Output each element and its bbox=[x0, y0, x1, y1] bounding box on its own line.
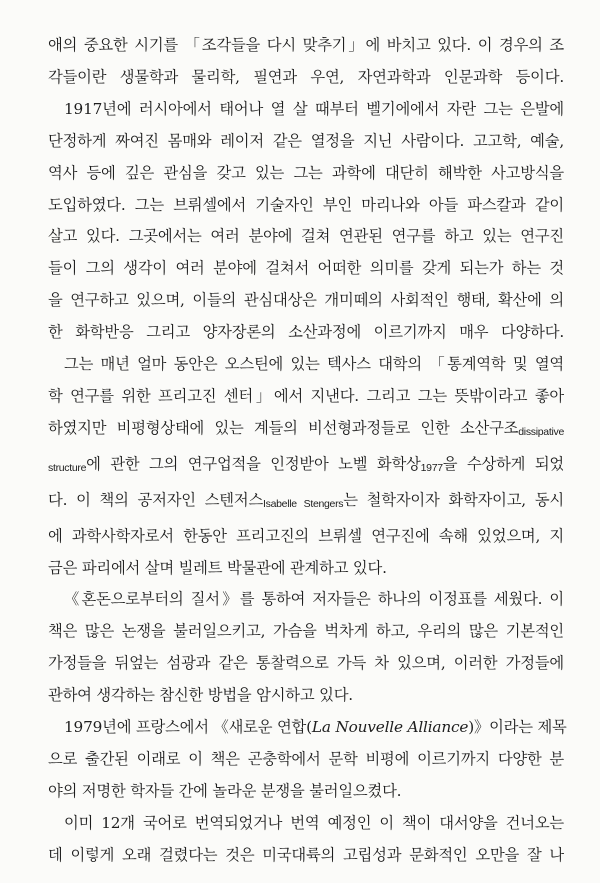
text-line bbox=[48, 413, 564, 449]
text-line: 을 연구하고 있으며, 이들의 관심대상은 개미떼의 사회적인 행태, 확산에 의 bbox=[48, 291, 564, 310]
text-line: 살고 있다. 그곳에서는 여러 분야에 걸쳐 연관된 연구를 하고 있는 연구진 bbox=[48, 227, 564, 246]
term-structure: structure bbox=[48, 461, 87, 474]
paragraph-2 bbox=[48, 94, 564, 349]
original-title: La Nouvelle Alliance bbox=[311, 718, 469, 737]
award-year: 1977 bbox=[420, 461, 443, 474]
text-line bbox=[48, 712, 567, 744]
paragraph-6 bbox=[48, 808, 564, 872]
term-dissipative: dissipative bbox=[518, 425, 564, 438]
text-line: 이미 12개 국어로 번역되었거나 번역 예정인 이 책이 대서양을 건너오는 bbox=[64, 813, 564, 832]
text-line: 역사 등에 깊은 관심을 갖고 있는 그는 과학에 대단히 해박한 사고방식을 bbox=[48, 163, 564, 182]
text-segment: 에 관한 그의 연구업적을 인정받아 노벨 화학상 bbox=[86, 454, 421, 473]
text-line: 데 이렇게 오래 걸렸다는 것은 미국대륙의 고립성과 문화적인 오만을 잘 나 bbox=[48, 845, 564, 864]
text-line: 《혼돈으로부터의 질서》를 통하여 저자들은 하나의 이정표를 세웠다. 이 bbox=[64, 590, 564, 609]
paragraph-1 bbox=[48, 30, 564, 94]
coauthor-name: Isabelle Stengers bbox=[263, 497, 344, 510]
text-line: 책은 많은 논쟁을 불러일으키고, 가슴을 벅차게 하고, 우리의 많은 기본적인 bbox=[48, 622, 564, 641]
text-segment: 하였지만 비평형상태에 있는 계들의 비선형과정들로 인한 소산구조 bbox=[48, 418, 519, 437]
text-line: 금은 파리에서 살며 빌레트 박물관에 관계하고 있다. bbox=[48, 558, 387, 577]
text-line: 단정하게 짜여진 몸매와 레이저 같은 열정을 지닌 사람이다. 고고학, 예술, bbox=[48, 131, 564, 150]
text-segment: 1979년에 프랑스에서 《새로운 연합( bbox=[64, 718, 312, 737]
text-line: 애의 중요한 시기를 「조각들을 다시 맞추기」에 바치고 있다. 이 경우의 조 bbox=[48, 36, 564, 54]
text-line: 한 화학반응 그리고 양자장론의 소산과정에 이르기까지 매우 다양하다. bbox=[48, 323, 564, 342]
text-line: 학 연구를 위한 프리고진 센터」에서 지낸다. 그리고 그는 뜻밖이라고 좋아 bbox=[48, 386, 564, 405]
text-line: 도입하였다. 그는 브뤼셀에서 기술자인 부인 마리나와 아들 파스칼과 같이 bbox=[48, 195, 564, 214]
text-line: 1917년에 러시아에서 태어나 열 살 때부터 벨기에에서 자란 그는 은발에 bbox=[64, 99, 564, 118]
text-line: 가정들을 뒤엎는 섬광과 같은 통찰력으로 가득 차 있으며, 이러한 가정들에 bbox=[48, 654, 564, 673]
text-line: 그는 매년 얼마 동안은 오스틴에 있는 텍사스 대학의 「통계역학 및 열역 bbox=[64, 355, 564, 374]
text-line: 야의 저명한 학자들 간에 놀라운 분쟁을 불러일으켰다. bbox=[48, 781, 402, 800]
text-line: 각들이란 생물학과 물리학, 필연과 우연, 자연과학과 인문과학 등이다. bbox=[48, 67, 564, 86]
text-line bbox=[48, 485, 564, 521]
text-line: 관하여 생각하는 참신한 방법을 암시하고 있다. bbox=[48, 686, 353, 705]
text-segment: 다. 이 책의 공저자인 스텐저스 bbox=[48, 490, 264, 509]
paragraph-4 bbox=[48, 584, 564, 712]
text-segment: 을 수상하게 되었 bbox=[442, 454, 564, 473]
paragraph-5 bbox=[48, 712, 567, 808]
text-segment: )》이라는 제목 bbox=[468, 718, 567, 737]
cropped-next-line bbox=[55, 874, 125, 883]
text-segment: 는 철학자이자 화학자이고, 동시 bbox=[343, 490, 564, 509]
text-line: 들이 그의 생각이 여러 분야에 걸쳐서 어떠한 의미를 갖게 되는가 하는 것 bbox=[48, 259, 564, 278]
text-line bbox=[48, 449, 564, 485]
text-line: 에 과학사학자로서 한동안 프리고진의 브뤼셀 연구진에 속해 있었으며, 지 bbox=[48, 526, 564, 545]
paragraph-3 bbox=[48, 349, 564, 584]
text-line: 으로 출간된 이래로 이 책은 곤충학에서 문학 비평에 이르기까지 다양한 분 bbox=[48, 749, 564, 768]
